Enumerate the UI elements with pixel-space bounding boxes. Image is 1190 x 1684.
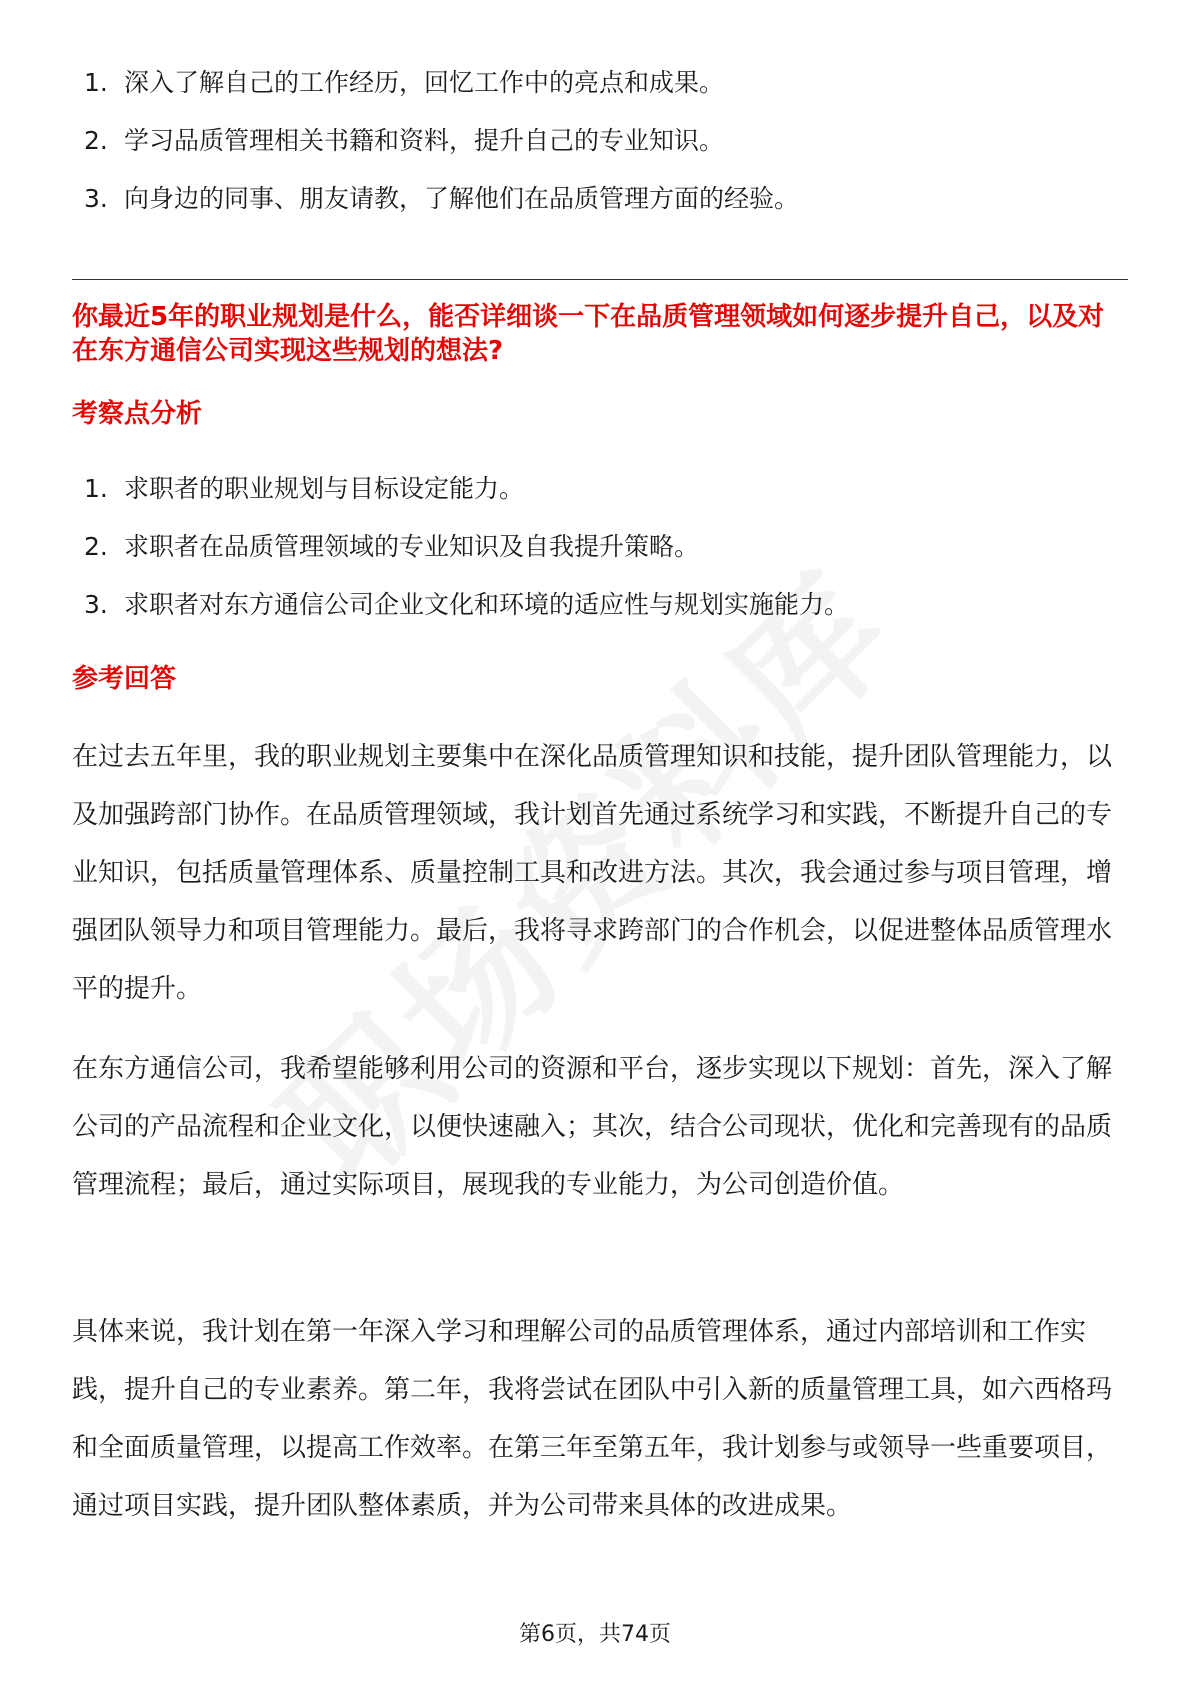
list-number: 2. [84,532,108,561]
analysis-heading: 考察点分析 [72,399,203,429]
list-number: 1. [84,68,108,97]
page-footer: 第6页，共74页 [519,1622,671,1647]
list-item [84,182,799,240]
analysis-list [84,472,849,646]
answer-paragraph: 在东方通信公司，我希望能够利用公司的资源和平台，逐步实现以下规划：首先，深入了解公司的产品流程和企业文化，以便快速融入；其次，结合公司现状，优化和完善现有的品质管理流程；最后，通过实际项目，展现我的专业能力，为公司创造价值。 [72,1054,1113,1200]
answer-paragraph: 具体来说，我计划在第一年深入学习和理解公司的品质管理体系，通过内部培训和工作实践，提升自己的专业素养。第二年，我将尝试在团队中引入新的质量管理工具，如六西格玛和全面质量管理，以提高工作效率。在第三年至第五年，我计划参与或领导一些重要项目，通过项目实践，提升团队整体素质，并为公司带来具体的改进成果。 [72,1317,1113,1521]
list-text: 求职者在品质管理领域的专业知识及自我提升策略。 [124,532,700,561]
list-text: 学习品质管理相关书籍和资料，提升自己的专业知识。 [124,126,725,155]
list-number: 3. [84,184,108,213]
section-divider [72,279,1128,280]
list-text: 求职者对东方通信公司企业文化和环境的适应性与规划实施能力。 [124,590,850,619]
list-number: 3. [84,590,108,619]
answer-paragraph: 在过去五年里，我的职业规划主要集中在深化品质管理知识和技能，提升团队管理能力，以及加强跨部门协作。在品质管理领域，我计划首先通过系统学习和实践，不断提升自己的专业知识，包括质量管理体系、质量控制工具和改进方法。其次，我会通过参与项目管理，增强团队领导力和项目管理能力。最后，我将寻求跨部门的合作机会，以促进整体品质管理水平的提升。 [72,742,1113,1004]
list-number: 1. [84,474,108,503]
list-item [84,124,799,182]
list-item [84,588,849,646]
list-text: 深入了解自己的工作经历，回忆工作中的亮点和成果。 [124,68,725,97]
prep-tips-list [84,66,799,240]
interview-question: 你最近5年的职业规划是什么，能否详细谈一下在品质管理领域如何逐步提升自己，以及对在东方通信公司实现这些规划的想法? [72,302,1105,366]
list-item [84,472,849,530]
list-text: 求职者的职业规划与目标设定能力。 [124,474,525,503]
answer-heading: 参考回答 [72,664,177,694]
list-item [84,66,799,124]
list-item [84,530,849,588]
list-text: 向身边的同事、朋友请教，了解他们在品质管理方面的经验。 [124,184,800,213]
list-number: 2. [84,126,108,155]
